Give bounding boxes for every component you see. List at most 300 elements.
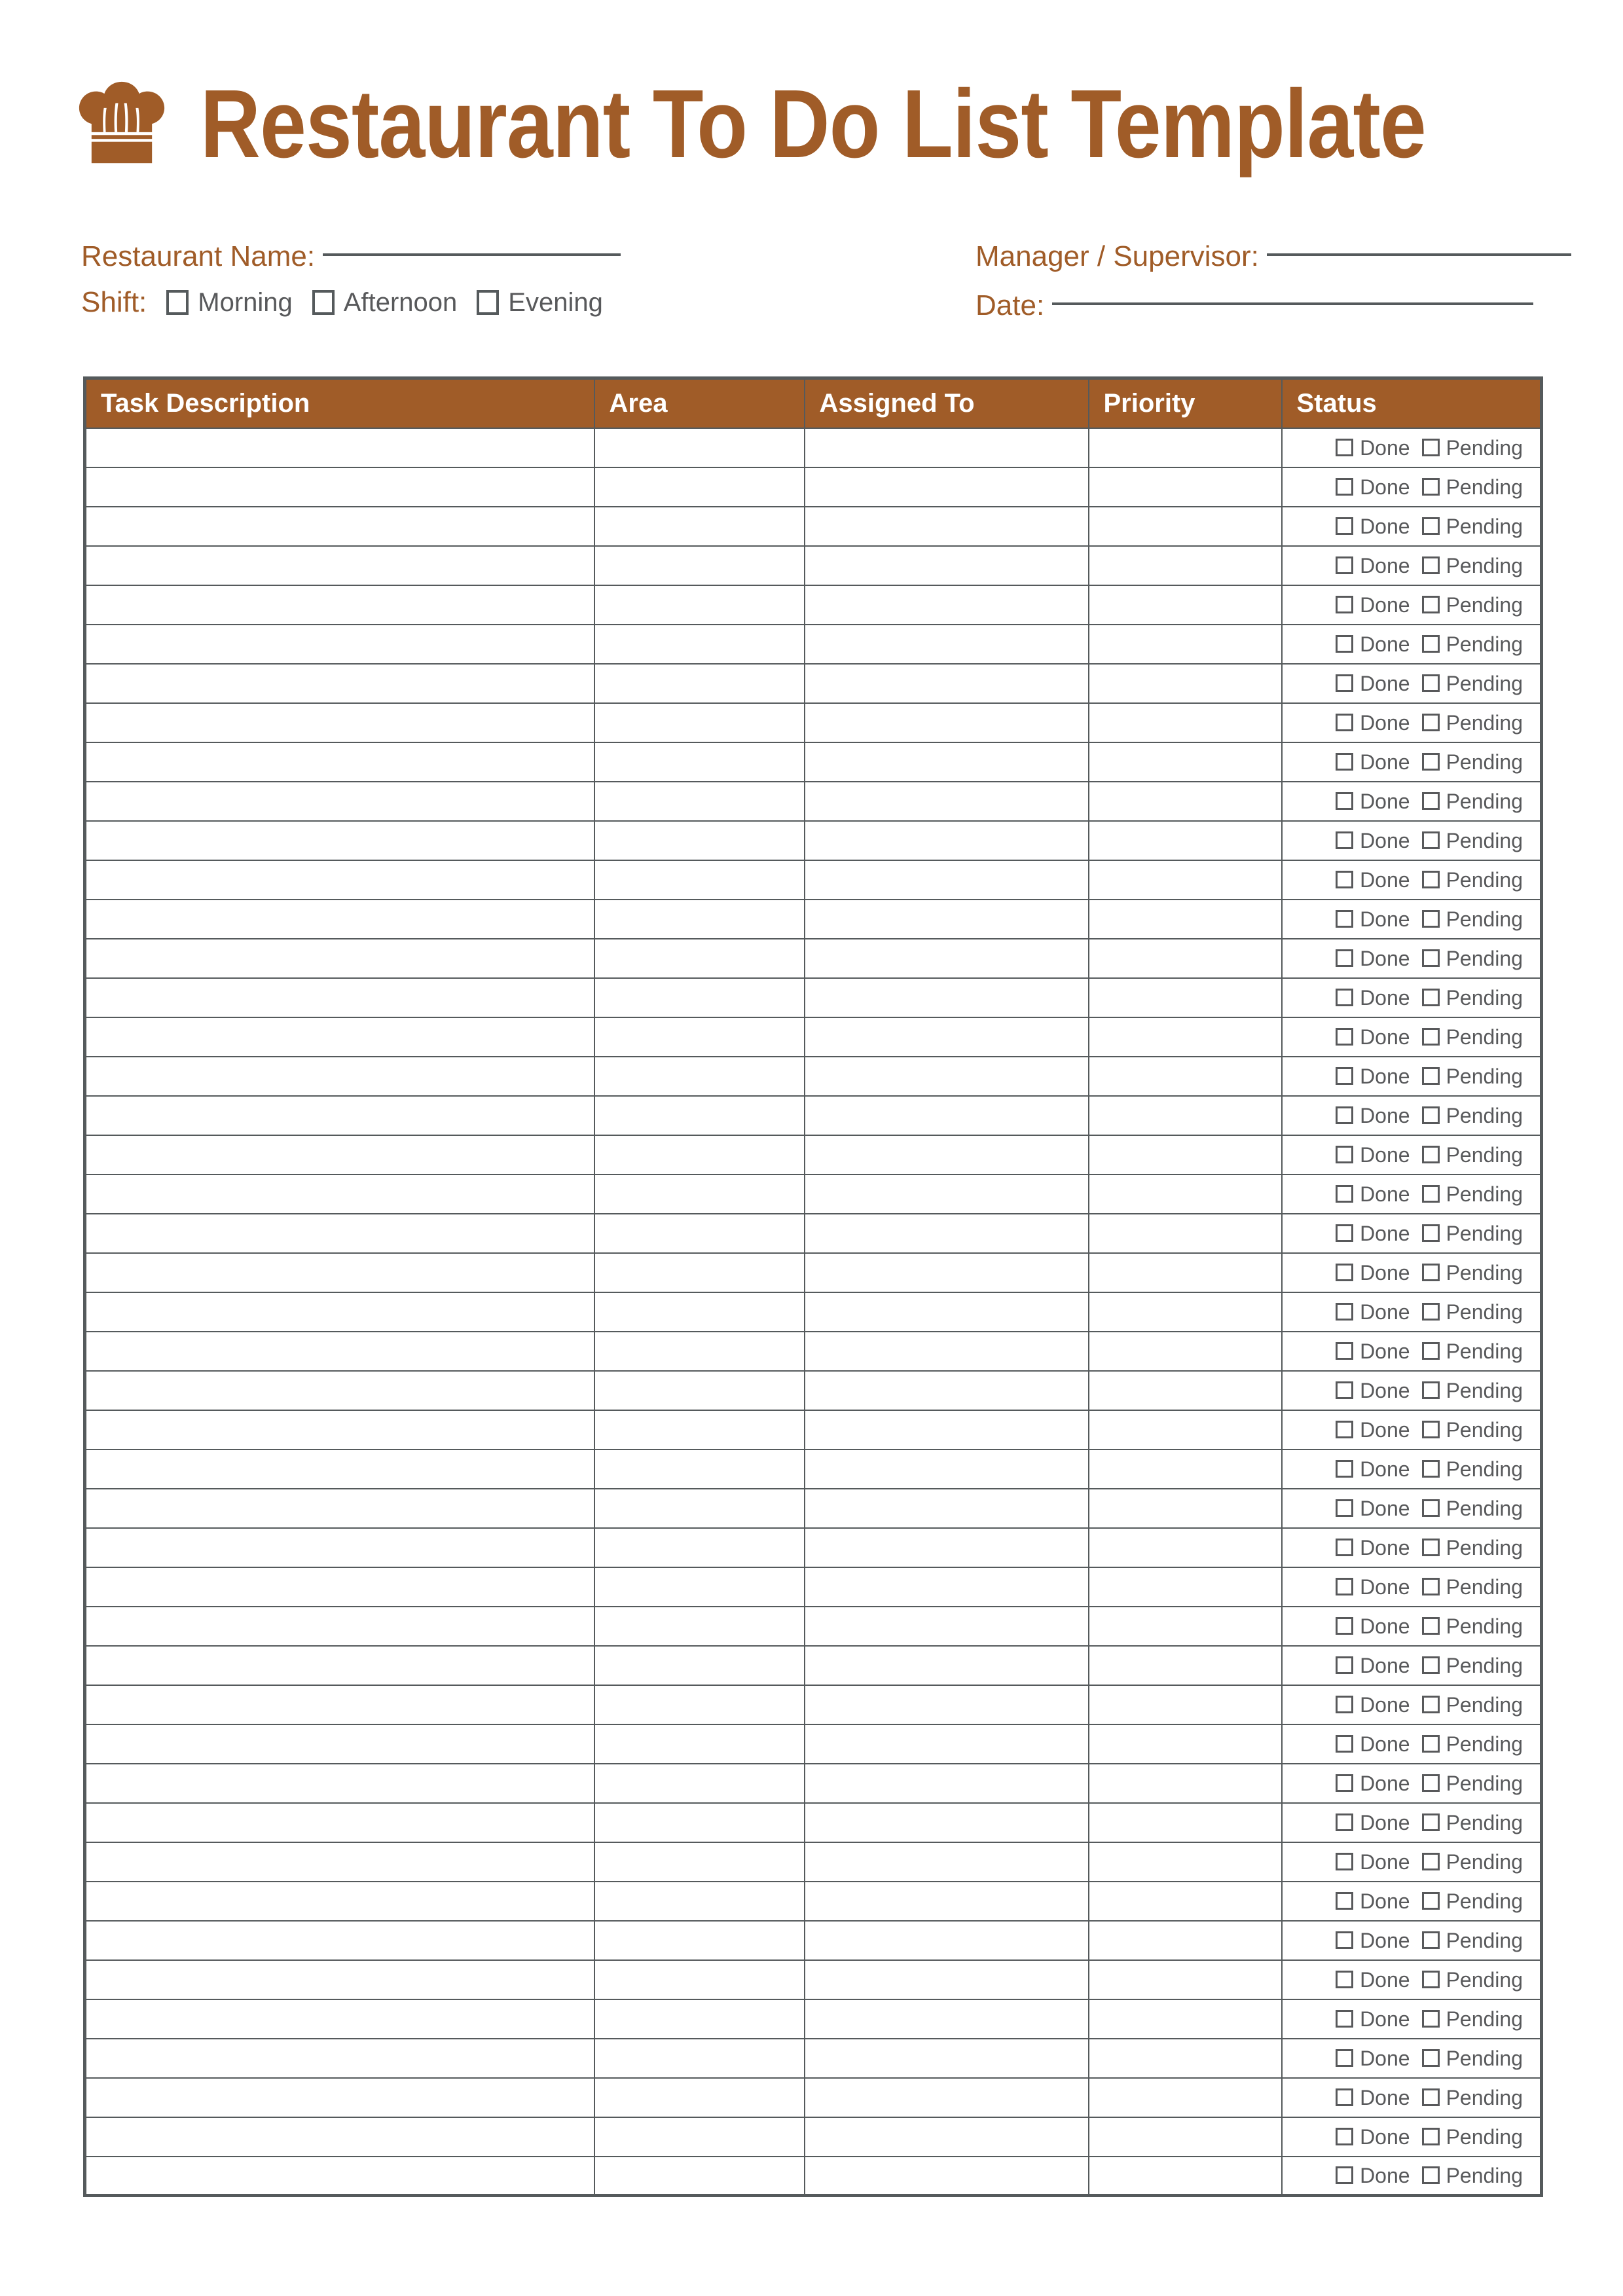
status-checkbox-done[interactable] <box>1336 478 1353 496</box>
status-option-done[interactable] <box>1336 437 1410 458</box>
cell-priority[interactable] <box>1089 1371 1282 1410</box>
status-checkbox-pending[interactable] <box>1422 1931 1440 1949</box>
cell-priority[interactable] <box>1089 821 1282 860</box>
cell-task-description[interactable] <box>85 1882 594 1921</box>
cell-assigned-to[interactable] <box>805 1999 1089 2039</box>
shift-option-afternoon[interactable] <box>312 289 457 316</box>
status-checkbox-pending[interactable] <box>1422 2049 1440 2067</box>
status-option-pending[interactable] <box>1422 673 1523 694</box>
cell-task-description[interactable] <box>85 1921 594 1960</box>
cell-assigned-to[interactable] <box>805 664 1089 703</box>
status-checkbox-done[interactable] <box>1336 1381 1353 1399</box>
cell-task-description[interactable] <box>85 860 594 900</box>
status-option-pending[interactable] <box>1422 1891 1523 1912</box>
status-checkbox-done[interactable] <box>1336 1539 1353 1556</box>
status-checkbox-pending[interactable] <box>1422 1656 1440 1674</box>
status-option-done[interactable] <box>1336 909 1410 930</box>
status-checkbox-done[interactable] <box>1336 1028 1353 1046</box>
status-option-done[interactable] <box>1336 987 1410 1008</box>
cell-area[interactable] <box>594 625 805 664</box>
status-checkbox-done[interactable] <box>1336 1853 1353 1870</box>
status-option-done[interactable] <box>1336 1891 1410 1912</box>
status-option-pending[interactable] <box>1422 791 1523 812</box>
status-option-done[interactable] <box>1336 2126 1410 2147</box>
cell-priority[interactable] <box>1089 1567 1282 1607</box>
status-checkbox-done[interactable] <box>1336 1264 1353 1281</box>
cell-task-description[interactable] <box>85 742 594 782</box>
cell-task-description[interactable] <box>85 1135 594 1175</box>
cell-area[interactable] <box>594 2117 805 2157</box>
cell-area[interactable] <box>594 1175 805 1214</box>
cell-assigned-to[interactable] <box>805 1214 1089 1253</box>
status-option-done[interactable] <box>1336 2087 1410 2108</box>
cell-priority[interactable] <box>1089 2117 1282 2157</box>
cell-area[interactable] <box>594 1135 805 1175</box>
cell-area[interactable] <box>594 1528 805 1567</box>
cell-assigned-to[interactable] <box>805 1292 1089 1332</box>
cell-area[interactable] <box>594 1332 805 1371</box>
status-checkbox-pending[interactable] <box>1422 989 1440 1006</box>
status-checkbox-pending[interactable] <box>1422 2010 1440 2028</box>
cell-assigned-to[interactable] <box>805 1332 1089 1371</box>
cell-assigned-to[interactable] <box>805 585 1089 625</box>
status-checkbox-pending[interactable] <box>1422 1892 1440 1910</box>
status-option-pending[interactable] <box>1422 634 1523 655</box>
status-option-done[interactable] <box>1336 1616 1410 1637</box>
status-checkbox-done[interactable] <box>1336 831 1353 849</box>
cell-assigned-to[interactable] <box>805 1017 1089 1057</box>
status-checkbox-done[interactable] <box>1336 949 1353 967</box>
status-checkbox-pending[interactable] <box>1422 1185 1440 1203</box>
status-checkbox-pending[interactable] <box>1422 1264 1440 1281</box>
cell-area[interactable] <box>594 742 805 782</box>
cell-area[interactable] <box>594 1685 805 1724</box>
status-option-done[interactable] <box>1336 634 1410 655</box>
status-option-done[interactable] <box>1336 752 1410 773</box>
status-option-done[interactable] <box>1336 1027 1410 1048</box>
status-checkbox-done[interactable] <box>1336 1067 1353 1085</box>
cell-assigned-to[interactable] <box>805 1253 1089 1292</box>
status-option-pending[interactable] <box>1422 987 1523 1008</box>
status-option-pending[interactable] <box>1422 2009 1523 2030</box>
cell-assigned-to[interactable] <box>805 1764 1089 1803</box>
cell-area[interactable] <box>594 1999 805 2039</box>
status-option-pending[interactable] <box>1422 1694 1523 1715</box>
status-checkbox-done[interactable] <box>1336 1774 1353 1792</box>
status-checkbox-done[interactable] <box>1336 635 1353 653</box>
cell-priority[interactable] <box>1089 939 1282 978</box>
status-option-done[interactable] <box>1336 830 1410 851</box>
status-option-done[interactable] <box>1336 791 1410 812</box>
cell-assigned-to[interactable] <box>805 507 1089 546</box>
cell-assigned-to[interactable] <box>805 2039 1089 2078</box>
cell-task-description[interactable] <box>85 1449 594 1489</box>
cell-area[interactable] <box>594 1096 805 1135</box>
restaurant-name-input-line[interactable] <box>323 253 621 256</box>
cell-assigned-to[interactable] <box>805 742 1089 782</box>
shift-checkbox-afternoon[interactable] <box>312 290 335 315</box>
status-checkbox-done[interactable] <box>1336 1578 1353 1595</box>
cell-task-description[interactable] <box>85 1371 594 1410</box>
status-option-pending[interactable] <box>1422 909 1523 930</box>
restaurant-name-field[interactable] <box>81 242 621 271</box>
status-checkbox-pending[interactable] <box>1422 1853 1440 1870</box>
status-checkbox-pending[interactable] <box>1422 1696 1440 1713</box>
status-option-pending[interactable] <box>1422 1498 1523 1519</box>
cell-task-description[interactable] <box>85 585 594 625</box>
status-checkbox-pending[interactable] <box>1422 478 1440 496</box>
cell-priority[interactable] <box>1089 1489 1282 1528</box>
status-checkbox-pending[interactable] <box>1422 596 1440 613</box>
cell-task-description[interactable] <box>85 939 594 978</box>
status-checkbox-done[interactable] <box>1336 989 1353 1006</box>
status-checkbox-pending[interactable] <box>1422 517 1440 535</box>
cell-task-description[interactable] <box>85 1646 594 1685</box>
status-option-pending[interactable] <box>1422 1066 1523 1087</box>
cell-assigned-to[interactable] <box>805 703 1089 742</box>
status-checkbox-pending[interactable] <box>1422 1813 1440 1831</box>
status-checkbox-pending[interactable] <box>1422 792 1440 810</box>
cell-task-description[interactable] <box>85 821 594 860</box>
status-checkbox-done[interactable] <box>1336 2128 1353 2145</box>
cell-task-description[interactable] <box>85 1960 594 1999</box>
cell-task-description[interactable] <box>85 546 594 585</box>
cell-task-description[interactable] <box>85 664 594 703</box>
date-input-line[interactable] <box>1052 302 1533 305</box>
cell-priority[interactable] <box>1089 467 1282 507</box>
cell-area[interactable] <box>594 546 805 585</box>
cell-assigned-to[interactable] <box>805 1607 1089 1646</box>
status-option-pending[interactable] <box>1422 594 1523 615</box>
status-checkbox-done[interactable] <box>1336 674 1353 692</box>
status-option-done[interactable] <box>1336 1459 1410 1480</box>
status-checkbox-done[interactable] <box>1336 1224 1353 1242</box>
status-option-pending[interactable] <box>1422 477 1523 498</box>
status-option-pending[interactable] <box>1422 516 1523 537</box>
cell-priority[interactable] <box>1089 978 1282 1017</box>
status-option-done[interactable] <box>1336 1773 1410 1794</box>
cell-assigned-to[interactable] <box>805 821 1089 860</box>
cell-priority[interactable] <box>1089 1057 1282 1096</box>
cell-priority[interactable] <box>1089 1999 1282 2039</box>
cell-priority[interactable] <box>1089 1685 1282 1724</box>
cell-priority[interactable] <box>1089 1410 1282 1449</box>
cell-area[interactable] <box>594 900 805 939</box>
cell-priority[interactable] <box>1089 507 1282 546</box>
cell-priority[interactable] <box>1089 1449 1282 1489</box>
status-checkbox-pending[interactable] <box>1422 1381 1440 1399</box>
status-option-pending[interactable] <box>1422 1537 1523 1558</box>
status-option-pending[interactable] <box>1422 2165 1523 2186</box>
status-checkbox-done[interactable] <box>1336 792 1353 810</box>
cell-assigned-to[interactable] <box>805 1842 1089 1882</box>
status-option-done[interactable] <box>1336 1930 1410 1951</box>
cell-assigned-to[interactable] <box>805 1960 1089 1999</box>
cell-area[interactable] <box>594 1253 805 1292</box>
status-option-pending[interactable] <box>1422 948 1523 969</box>
cell-task-description[interactable] <box>85 1567 594 1607</box>
status-checkbox-done[interactable] <box>1336 2088 1353 2106</box>
cell-assigned-to[interactable] <box>805 2117 1089 2157</box>
status-option-done[interactable] <box>1336 1694 1410 1715</box>
status-option-done[interactable] <box>1336 1184 1410 1205</box>
cell-task-description[interactable] <box>85 978 594 1017</box>
cell-assigned-to[interactable] <box>805 860 1089 900</box>
cell-priority[interactable] <box>1089 2039 1282 2078</box>
status-checkbox-done[interactable] <box>1336 1106 1353 1124</box>
status-option-pending[interactable] <box>1422 1184 1523 1205</box>
status-checkbox-pending[interactable] <box>1422 1028 1440 1046</box>
status-option-done[interactable] <box>1336 1969 1410 1990</box>
status-checkbox-pending[interactable] <box>1422 635 1440 653</box>
status-checkbox-pending[interactable] <box>1422 1146 1440 1163</box>
status-option-pending[interactable] <box>1422 1027 1523 1048</box>
status-checkbox-pending[interactable] <box>1422 1106 1440 1124</box>
shift-option-morning[interactable] <box>166 289 293 316</box>
status-checkbox-done[interactable] <box>1336 1931 1353 1949</box>
cell-task-description[interactable] <box>85 1332 594 1371</box>
cell-assigned-to[interactable] <box>805 1449 1089 1489</box>
cell-priority[interactable] <box>1089 1842 1282 1882</box>
status-checkbox-pending[interactable] <box>1422 949 1440 967</box>
status-checkbox-done[interactable] <box>1336 1696 1353 1713</box>
status-option-done[interactable] <box>1336 1144 1410 1165</box>
cell-area[interactable] <box>594 1842 805 1882</box>
cell-priority[interactable] <box>1089 860 1282 900</box>
status-option-done[interactable] <box>1336 2048 1410 2069</box>
status-option-done[interactable] <box>1336 1734 1410 1755</box>
cell-task-description[interactable] <box>85 1842 594 1882</box>
cell-assigned-to[interactable] <box>805 1057 1089 1096</box>
cell-task-description[interactable] <box>85 1489 594 1528</box>
cell-priority[interactable] <box>1089 1017 1282 1057</box>
cell-task-description[interactable] <box>85 782 594 821</box>
status-checkbox-pending[interactable] <box>1422 1774 1440 1792</box>
cell-area[interactable] <box>594 1567 805 1607</box>
cell-task-description[interactable] <box>85 1057 594 1096</box>
status-checkbox-pending[interactable] <box>1422 831 1440 849</box>
cell-assigned-to[interactable] <box>805 2157 1089 2196</box>
cell-task-description[interactable] <box>85 1214 594 1253</box>
status-checkbox-pending[interactable] <box>1422 1067 1440 1085</box>
status-checkbox-pending[interactable] <box>1422 1578 1440 1595</box>
cell-assigned-to[interactable] <box>805 428 1089 467</box>
cell-area[interactable] <box>594 782 805 821</box>
status-checkbox-done[interactable] <box>1336 910 1353 928</box>
cell-area[interactable] <box>594 1057 805 1096</box>
status-checkbox-done[interactable] <box>1336 714 1353 731</box>
cell-area[interactable] <box>594 860 805 900</box>
status-option-pending[interactable] <box>1422 1302 1523 1322</box>
cell-priority[interactable] <box>1089 1607 1282 1646</box>
manager-supervisor-input-line[interactable] <box>1267 253 1571 256</box>
status-checkbox-pending[interactable] <box>1422 1224 1440 1242</box>
status-checkbox-done[interactable] <box>1336 1656 1353 1674</box>
status-checkbox-done[interactable] <box>1336 1146 1353 1163</box>
cell-area[interactable] <box>594 2157 805 2196</box>
cell-priority[interactable] <box>1089 1646 1282 1685</box>
status-option-pending[interactable] <box>1422 1851 1523 1872</box>
status-option-pending[interactable] <box>1422 830 1523 851</box>
status-checkbox-pending[interactable] <box>1422 2166 1440 2184</box>
cell-priority[interactable] <box>1089 2157 1282 2196</box>
cell-task-description[interactable] <box>85 1253 594 1292</box>
status-checkbox-done[interactable] <box>1336 439 1353 456</box>
cell-assigned-to[interactable] <box>805 2078 1089 2117</box>
cell-task-description[interactable] <box>85 1410 594 1449</box>
cell-task-description[interactable] <box>85 1764 594 1803</box>
status-option-pending[interactable] <box>1422 1773 1523 1794</box>
status-option-done[interactable] <box>1336 948 1410 969</box>
cell-area[interactable] <box>594 821 805 860</box>
cell-task-description[interactable] <box>85 1803 594 1842</box>
cell-priority[interactable] <box>1089 1764 1282 1803</box>
cell-task-description[interactable] <box>85 507 594 546</box>
cell-priority[interactable] <box>1089 1214 1282 1253</box>
status-checkbox-done[interactable] <box>1336 2010 1353 2028</box>
status-option-pending[interactable] <box>1422 1144 1523 1165</box>
cell-task-description[interactable] <box>85 2117 594 2157</box>
status-checkbox-pending[interactable] <box>1422 1342 1440 1360</box>
status-checkbox-done[interactable] <box>1336 753 1353 771</box>
status-option-done[interactable] <box>1336 1302 1410 1322</box>
status-option-pending[interactable] <box>1422 1655 1523 1676</box>
cell-task-description[interactable] <box>85 1685 594 1724</box>
status-checkbox-done[interactable] <box>1336 556 1353 574</box>
cell-priority[interactable] <box>1089 1803 1282 1842</box>
cell-task-description[interactable] <box>85 1096 594 1135</box>
cell-task-description[interactable] <box>85 1528 594 1567</box>
status-option-pending[interactable] <box>1422 1459 1523 1480</box>
status-checkbox-pending[interactable] <box>1422 2128 1440 2145</box>
status-checkbox-pending[interactable] <box>1422 674 1440 692</box>
cell-area[interactable] <box>594 664 805 703</box>
status-option-pending[interactable] <box>1422 2087 1523 2108</box>
cell-area[interactable] <box>594 1489 805 1528</box>
cell-assigned-to[interactable] <box>805 546 1089 585</box>
status-option-done[interactable] <box>1336 1380 1410 1401</box>
status-checkbox-done[interactable] <box>1336 2166 1353 2184</box>
status-checkbox-done[interactable] <box>1336 596 1353 613</box>
cell-area[interactable] <box>594 1292 805 1332</box>
cell-assigned-to[interactable] <box>805 1803 1089 1842</box>
status-option-pending[interactable] <box>1422 1419 1523 1440</box>
status-checkbox-done[interactable] <box>1336 1303 1353 1321</box>
cell-task-description[interactable] <box>85 2157 594 2196</box>
status-checkbox-done[interactable] <box>1336 1460 1353 1478</box>
status-option-pending[interactable] <box>1422 712 1523 733</box>
status-option-pending[interactable] <box>1422 2048 1523 2069</box>
cell-priority[interactable] <box>1089 1096 1282 1135</box>
cell-assigned-to[interactable] <box>805 782 1089 821</box>
cell-priority[interactable] <box>1089 1724 1282 1764</box>
cell-priority[interactable] <box>1089 1528 1282 1567</box>
cell-task-description[interactable] <box>85 1999 594 2039</box>
status-checkbox-pending[interactable] <box>1422 1499 1440 1517</box>
cell-assigned-to[interactable] <box>805 978 1089 1017</box>
cell-assigned-to[interactable] <box>805 1489 1089 1528</box>
cell-assigned-to[interactable] <box>805 1371 1089 1410</box>
status-checkbox-pending[interactable] <box>1422 439 1440 456</box>
status-option-pending[interactable] <box>1422 1734 1523 1755</box>
status-checkbox-pending[interactable] <box>1422 1421 1440 1438</box>
status-option-pending[interactable] <box>1422 1223 1523 1244</box>
cell-area[interactable] <box>594 978 805 1017</box>
cell-priority[interactable] <box>1089 1253 1282 1292</box>
cell-task-description[interactable] <box>85 625 594 664</box>
status-option-done[interactable] <box>1336 1223 1410 1244</box>
cell-area[interactable] <box>594 1371 805 1410</box>
status-checkbox-done[interactable] <box>1336 517 1353 535</box>
status-checkbox-pending[interactable] <box>1422 714 1440 731</box>
cell-task-description[interactable] <box>85 1175 594 1214</box>
cell-priority[interactable] <box>1089 625 1282 664</box>
status-option-done[interactable] <box>1336 712 1410 733</box>
cell-area[interactable] <box>594 1214 805 1253</box>
shift-option-evening[interactable] <box>477 289 603 316</box>
status-option-pending[interactable] <box>1422 1930 1523 1951</box>
status-option-pending[interactable] <box>1422 1105 1523 1126</box>
manager-supervisor-field[interactable] <box>976 242 1571 271</box>
cell-priority[interactable] <box>1089 1135 1282 1175</box>
status-option-pending[interactable] <box>1422 869 1523 890</box>
cell-priority[interactable] <box>1089 546 1282 585</box>
status-option-done[interactable] <box>1336 516 1410 537</box>
cell-assigned-to[interactable] <box>805 1135 1089 1175</box>
status-option-done[interactable] <box>1336 1066 1410 1087</box>
status-option-done[interactable] <box>1336 1537 1410 1558</box>
status-option-pending[interactable] <box>1422 1262 1523 1283</box>
status-option-done[interactable] <box>1336 1341 1410 1362</box>
status-option-done[interactable] <box>1336 555 1410 576</box>
cell-priority[interactable] <box>1089 1882 1282 1921</box>
cell-task-description[interactable] <box>85 1292 594 1332</box>
cell-area[interactable] <box>594 467 805 507</box>
cell-area[interactable] <box>594 2039 805 2078</box>
cell-priority[interactable] <box>1089 782 1282 821</box>
status-checkbox-pending[interactable] <box>1422 753 1440 771</box>
cell-assigned-to[interactable] <box>805 1724 1089 1764</box>
cell-area[interactable] <box>594 428 805 467</box>
status-option-done[interactable] <box>1336 1498 1410 1519</box>
status-option-done[interactable] <box>1336 1262 1410 1283</box>
status-checkbox-pending[interactable] <box>1422 1460 1440 1478</box>
cell-assigned-to[interactable] <box>805 1410 1089 1449</box>
cell-priority[interactable] <box>1089 1960 1282 1999</box>
cell-area[interactable] <box>594 1607 805 1646</box>
cell-priority[interactable] <box>1089 1332 1282 1371</box>
status-checkbox-done[interactable] <box>1336 1617 1353 1635</box>
status-checkbox-done[interactable] <box>1336 871 1353 888</box>
status-option-done[interactable] <box>1336 1655 1410 1676</box>
status-option-done[interactable] <box>1336 673 1410 694</box>
cell-task-description[interactable] <box>85 900 594 939</box>
cell-priority[interactable] <box>1089 703 1282 742</box>
cell-area[interactable] <box>594 1960 805 1999</box>
status-option-pending[interactable] <box>1422 1341 1523 1362</box>
status-checkbox-pending[interactable] <box>1422 1617 1440 1635</box>
status-option-done[interactable] <box>1336 2009 1410 2030</box>
status-checkbox-done[interactable] <box>1336 1185 1353 1203</box>
cell-task-description[interactable] <box>85 1607 594 1646</box>
cell-priority[interactable] <box>1089 1921 1282 1960</box>
cell-priority[interactable] <box>1089 1292 1282 1332</box>
shift-checkbox-morning[interactable] <box>166 290 189 315</box>
status-option-done[interactable] <box>1336 1812 1410 1833</box>
cell-priority[interactable] <box>1089 428 1282 467</box>
cell-assigned-to[interactable] <box>805 1567 1089 1607</box>
status-option-pending[interactable] <box>1422 1576 1523 1597</box>
